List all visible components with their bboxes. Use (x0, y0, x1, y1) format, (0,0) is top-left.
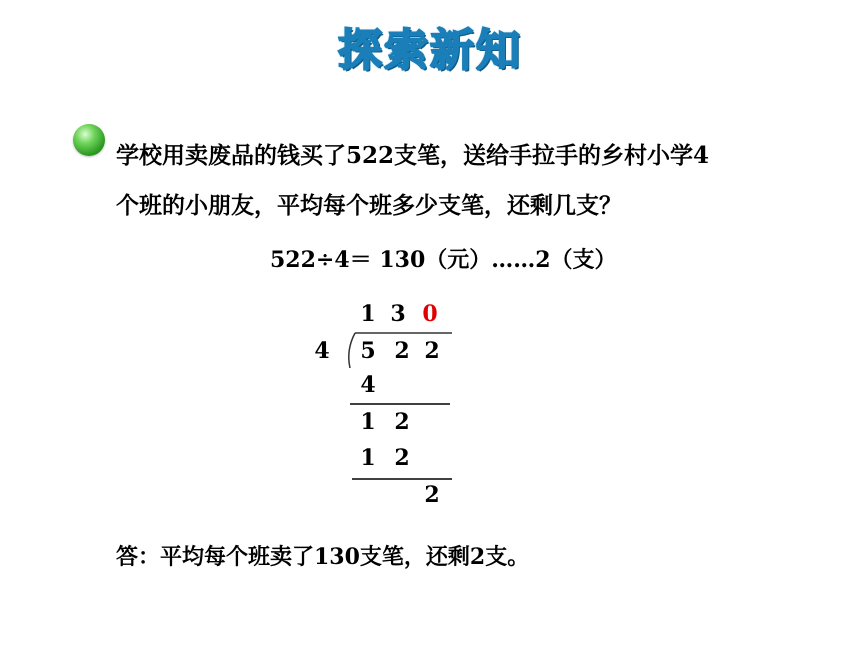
quotient-digit-highlight: 0 (422, 301, 438, 327)
divisor-digit: 4 (314, 338, 330, 364)
dividend-digit: 5 (360, 338, 376, 364)
step2-digit: 2 (394, 409, 410, 435)
quotient-digit: 1 (360, 301, 376, 327)
quotient-digit: 3 (390, 301, 406, 327)
problem-line-2: 个班的小朋友，平均每个班多少支笔，还剩几支？ (116, 192, 622, 219)
division-equation: 522÷4＝ 130（元）……2（支） (270, 247, 617, 273)
answer-text: 答：平均每个班卖了130支笔，还剩2支。 (116, 544, 530, 570)
step3-digit: 2 (394, 445, 410, 471)
dividend-digit: 2 (424, 338, 440, 364)
step1-digit: 4 (360, 372, 376, 398)
dividend-digit: 2 (394, 338, 410, 364)
division-curve (349, 333, 355, 368)
page-title: 探索新知 (338, 25, 522, 76)
remainder-digit: 2 (424, 482, 440, 508)
step2-digit: 1 (360, 409, 376, 435)
step3-digit: 1 (360, 445, 376, 471)
problem-line-1: 学校用卖废品的钱买了522支笔，送给手拉手的乡村小学4 (116, 142, 710, 169)
